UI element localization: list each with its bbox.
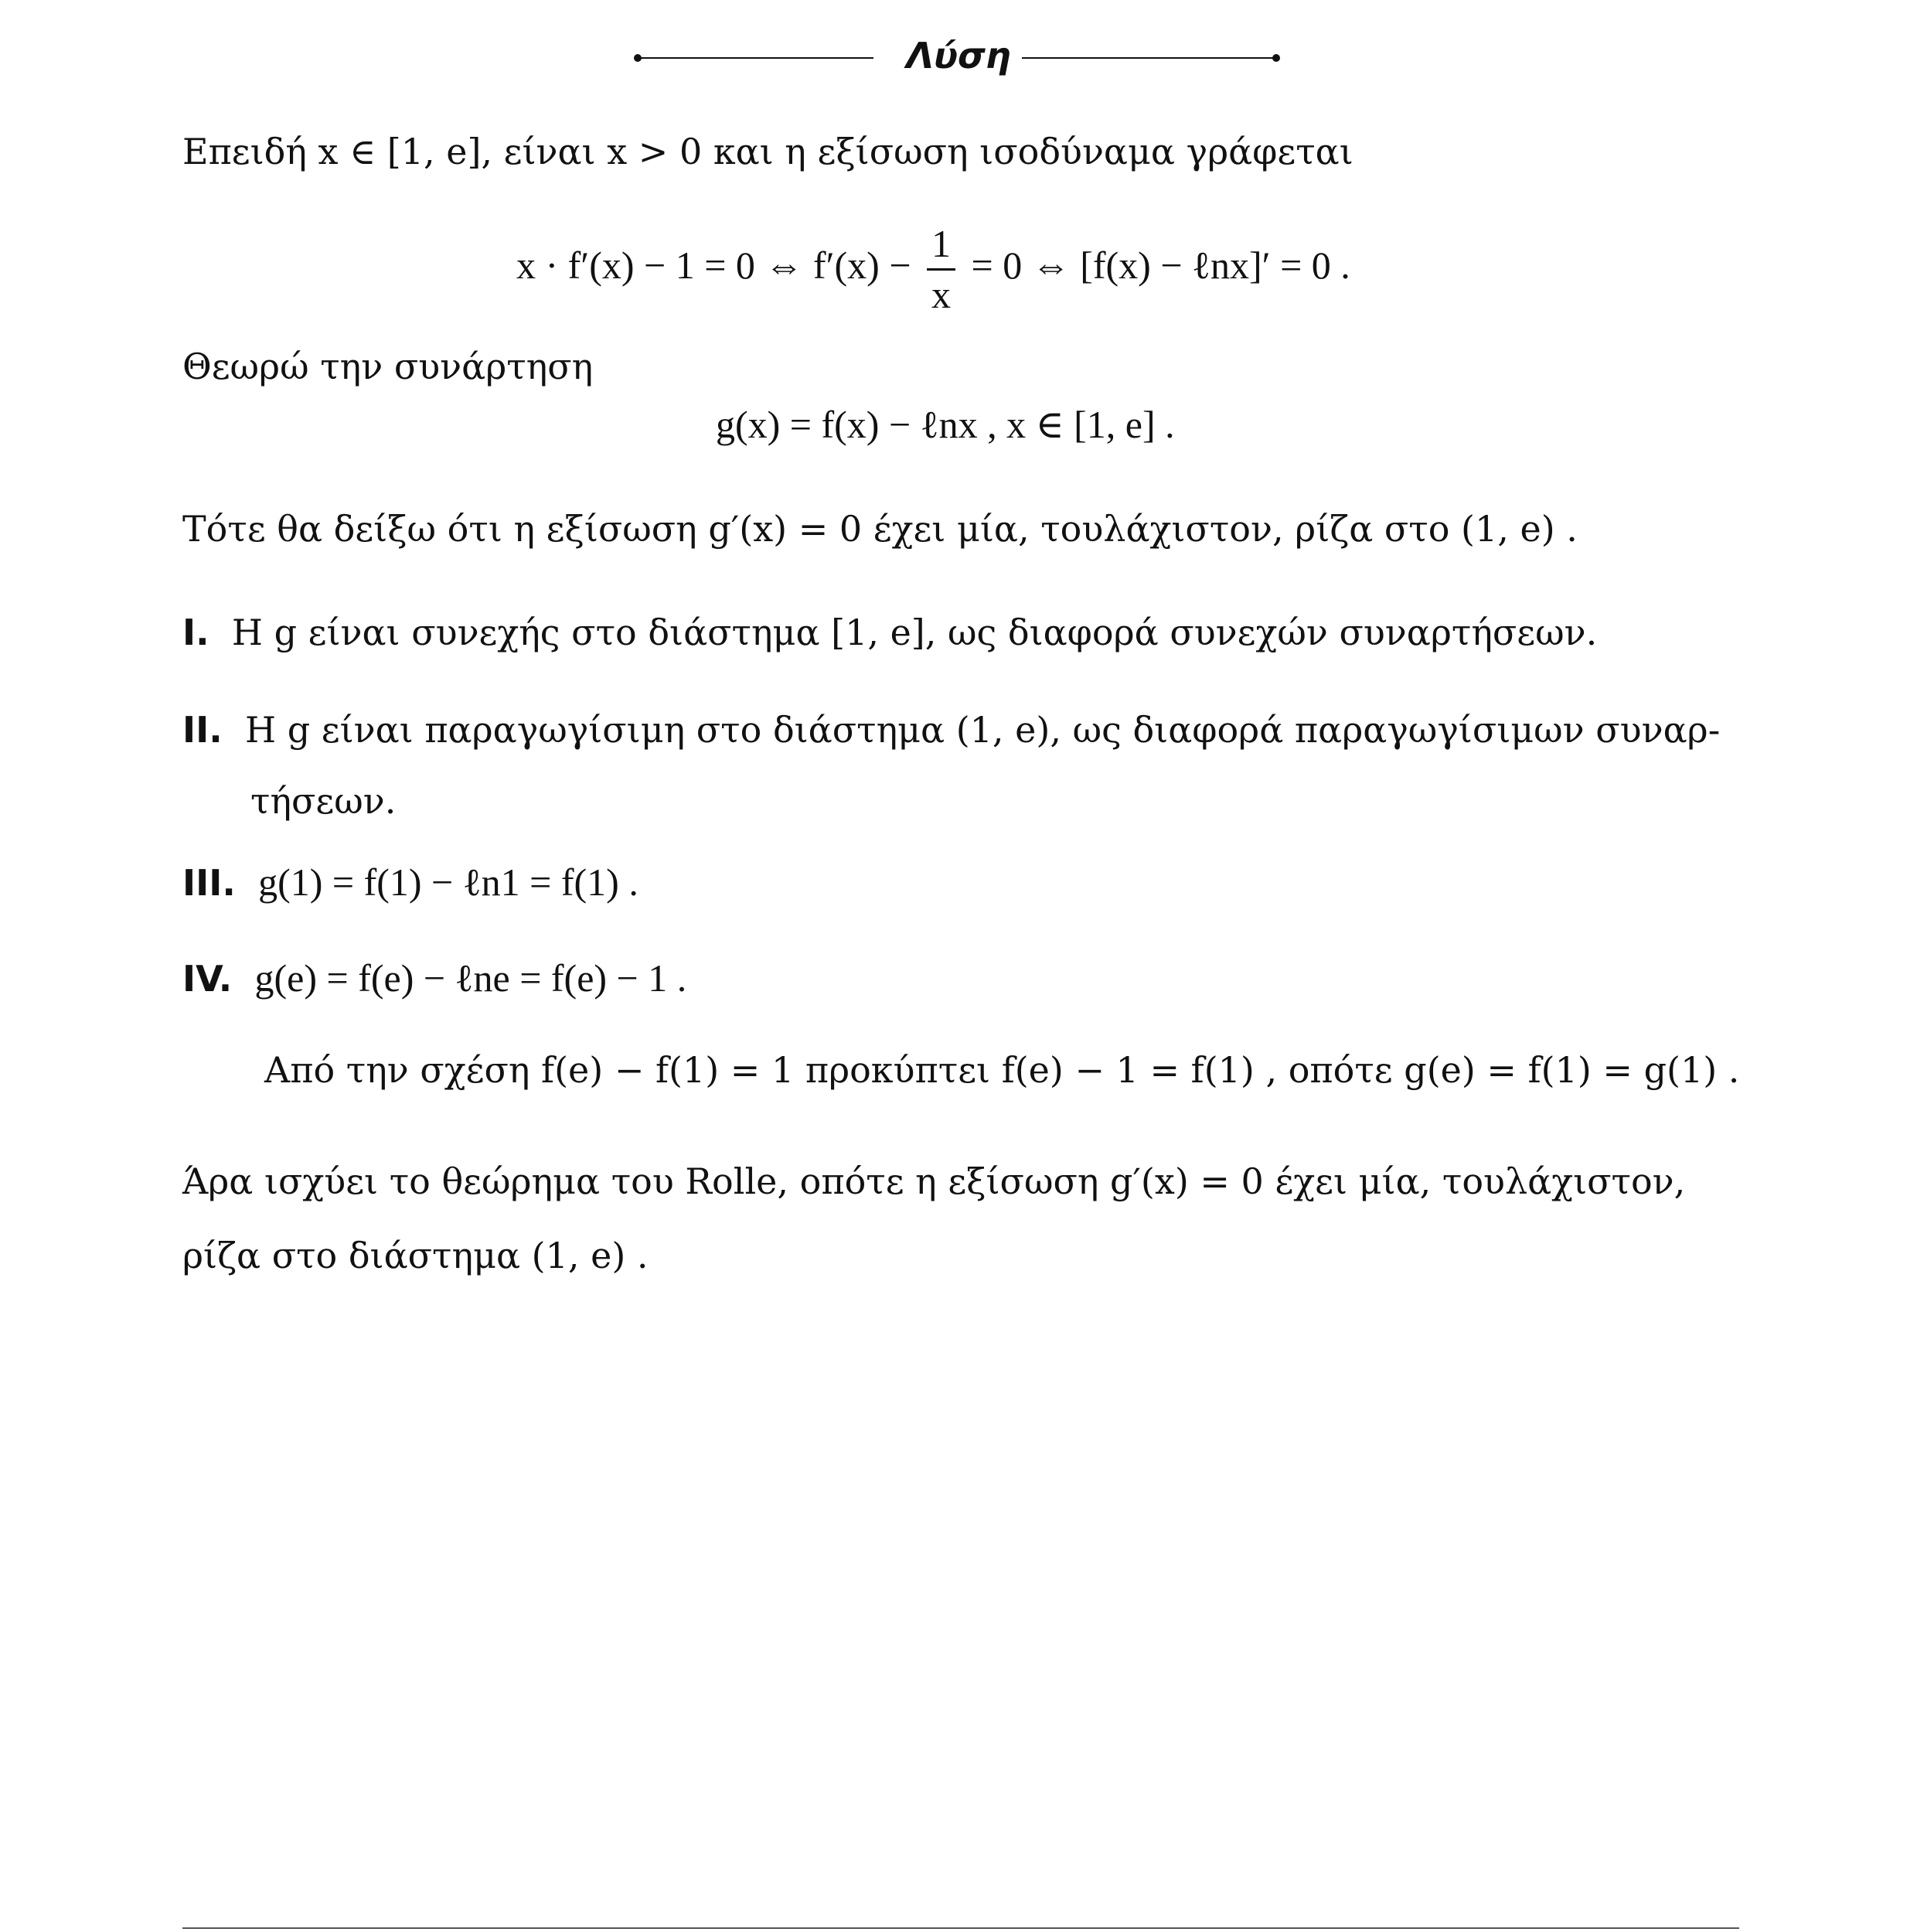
list-item-1 [182, 611, 1597, 656]
list-item-3 [182, 858, 638, 907]
list-item-4 [182, 954, 686, 1003]
list-item-text: g(1) = f(1) − ℓn1 = f(1) . [258, 860, 638, 904]
list-item-text: Η g είναι παραγωγίσιμη στο διάστημα (1, e), ως διαφορά παραγωγίσιμων συναρ- [244, 709, 1721, 751]
fraction-numerator: 1 [927, 223, 955, 271]
list-item-text: Η g είναι συνεχής στο διάστημα [1, e], ως διαφορά συνεχών συναρτήσεων. [231, 612, 1598, 653]
equation-2: g(x) = f(x) − ℓnx , x ∈ [1, e] . [716, 403, 1175, 446]
equation-1-right: = 0 ⇔ [f(x) − ℓnx]′ = 0 . [971, 243, 1350, 287]
fraction-denominator: x [931, 273, 952, 316]
equation-1-fraction [927, 223, 955, 316]
section-heading [634, 31, 1283, 85]
list-item-number: II. [182, 709, 223, 751]
list-item-text: g(e) = f(e) − ℓne = f(e) − 1 . [254, 956, 687, 1000]
list-item-number: III. [182, 862, 236, 904]
conclusion-line-1: Άρα ισχύει το θεώρημα του Rolle, οπότε η εξίσωση g′(x) = 0 έχει μία, τουλάχιστον, [182, 1160, 1686, 1202]
consider-text: Θεωρώ την συνάρτηση [182, 346, 594, 387]
heading-dot-right [1272, 54, 1280, 62]
equation-1-left: x · f′(x) − 1 = 0 ⇔ f′(x) − [516, 243, 911, 287]
heading-rule-right [1022, 57, 1277, 59]
heading-title: Λύση [906, 35, 1011, 77]
list-item-number: I. [182, 612, 209, 653]
conclusion-line-2: ρίζα στο διάστημα (1, e) . [182, 1235, 649, 1276]
list-item-2 [182, 708, 1720, 753]
list-item-number: IV. [182, 958, 233, 1000]
then-text: Τότε θα δείξω ότι η εξίσωση g′(x) = 0 έχει μία, τουλάχιστον, ρίζα στο (1, e) . [182, 508, 1578, 550]
from-relation-text: Από την σχέση f(e) − f(1) = 1 προκύπτει f(e) − 1 = f(1) , οπότε g(e) = f(1) = g(1) . [264, 1049, 1740, 1091]
intro-text: Επειδή x ∈ [1, e], είναι x > 0 και η εξίσωση ισοδύναμα γράφεται [182, 131, 1353, 172]
list-item-2-continuation: τήσεων. [250, 780, 397, 822]
equation-1 [516, 223, 1350, 316]
footer-rule [182, 1927, 1739, 1929]
